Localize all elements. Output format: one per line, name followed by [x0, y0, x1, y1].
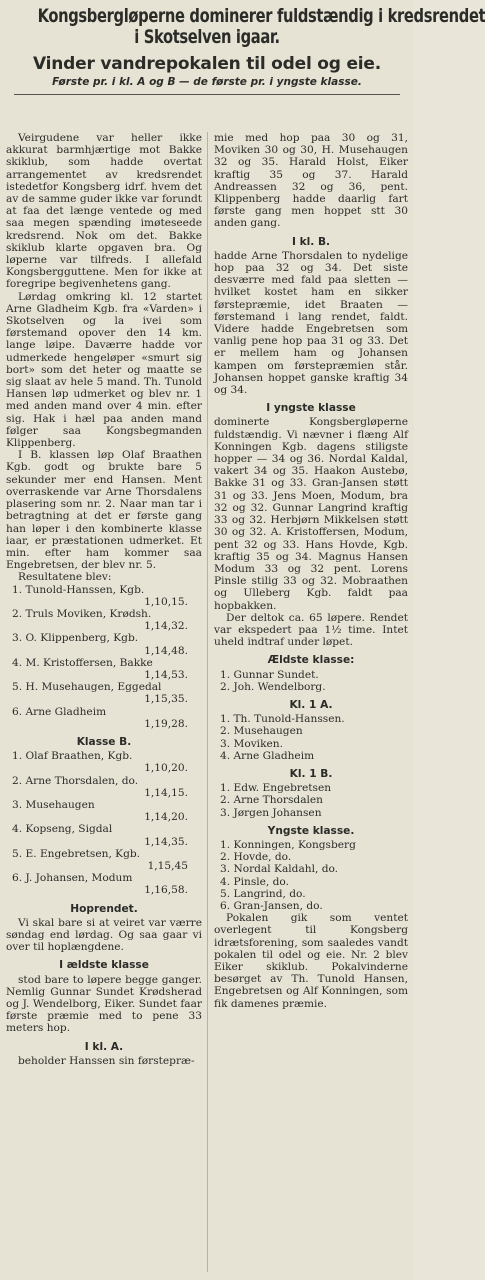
result-row: [12, 681, 202, 705]
section-heading-klasse-b: Klasse B.: [76, 735, 132, 748]
results-list-a: [6, 584, 202, 730]
results-list-b: [6, 750, 202, 896]
result-row: [12, 775, 202, 799]
result-time: 1,14,32.: [144, 620, 188, 633]
header-rule: [14, 94, 400, 95]
paragraph: beholder Hanssen sin førstepræ-: [18, 1054, 195, 1067]
result-time: 1,19,28.: [144, 717, 188, 730]
headline-line-2: i Skotselven igaar.: [134, 26, 280, 48]
result-row: [12, 706, 202, 730]
result-name: 4. M. Kristoffersen, Bakke: [12, 656, 153, 669]
list-item: 5. Langrind, do.: [220, 887, 306, 900]
result-name: 1. Olaf Braathen, Kgb.: [12, 750, 133, 763]
section-heading-yngste: I yngste klasse: [266, 402, 356, 415]
result-time: 1,15,35.: [144, 693, 188, 706]
list-item: 2. Musehaugen: [220, 725, 303, 738]
result-name: 2. Truls Moviken, Krødsh.: [12, 607, 152, 620]
result-time: 1,10,20.: [144, 762, 188, 775]
headline-subtitle: Vinder vandrepokalen til odel og eie.: [32, 54, 382, 74]
paragraph: Der deltok ca. 65 løpere. Rendet var ekspedert paa 1½ time. Intet uheld indtraf under løpet.: [214, 611, 408, 649]
result-row: [12, 750, 202, 774]
result-name: 5. H. Musehaugen, Eggedal: [12, 681, 162, 694]
result-name: 6. J. Johansen, Modum: [12, 872, 133, 885]
paragraph: stod bare to løpere begge ganger. Nemlig Gunnar Sundet Krødsherad og J. Wendelborg, Eiker. Sundet faar første præmie med to pene 33 meters hop.: [6, 973, 202, 1035]
list-heading-kl1a: Kl. 1 A.: [289, 698, 333, 711]
list-item: 3. Moviken.: [220, 737, 283, 750]
list-item: 1. Th. Tunold-Hanssen.: [220, 713, 345, 726]
result-row: [12, 872, 202, 896]
list-item: 6. Gran-Jansen, do.: [220, 899, 323, 912]
list-item: 3. Nordal Kaldahl, do.: [220, 863, 339, 876]
article-body: [0, 132, 414, 1272]
result-time: 1,16,58.: [144, 884, 188, 897]
list-heading-yngste: Yngste klasse.: [267, 824, 355, 837]
result-name: 6. Arne Gladheim: [12, 705, 107, 718]
list-heading-aeldste: Ældste klasse:: [267, 654, 355, 667]
paragraph: Veirgudene var heller ikke akkurat barmhjærtige mot Bakke skiklub, som hadde overtat arrangementet av kredsrendet istedetfor Kongsberg idrf. hvem det av de samme guder ikke var forundt at faa det længe ventede og med saa megen spænding imøteseede kredsrend. Nok om det. Bakke skiklub klarte opgaven bra. Og løperne var tilfreds. I allefald Kongsbergguttene. Men for ikke at foregripe begivenhetens gang.: [6, 132, 202, 291]
paragraph: I B. klassen løp Olaf Braathen Kgb. godt og brukte bare 5 sekunder mer end Hansen. Ment overraskende var Arne Thorsdalens plasering som nr. 2. Naar man tar i betragtning at det er første gang han løper i den kombinerte klasse iaar, er præstationen udmerket. Et min. efter ham kommer saa Engebretsen, der blev nr. 5.: [6, 449, 202, 572]
paragraph: Vi skal bare si at veiret var værre søndag end lørdag. Og saa gaar vi over til hoplængdene.: [6, 916, 202, 954]
list-item: 2. Arne Thorsdalen: [220, 794, 323, 807]
result-row: [12, 848, 202, 872]
list-item: 1. Edw. Engebretsen: [220, 782, 332, 795]
headline-deck: Første pr. i kl. A og B — de første pr. i yngste klasse.: [52, 76, 362, 88]
result-row: [12, 823, 202, 847]
result-row: [12, 632, 202, 656]
result-name: 5. E. Engebretsen, Kgb.: [12, 847, 141, 860]
result-time: 1,14,53.: [144, 668, 188, 681]
result-time: 1,14,48.: [144, 644, 188, 657]
result-time: 1,14,35.: [144, 835, 188, 848]
paragraph: dominerte Kongsbergløperne fuldstændig. Vi nævner i flæng Alf Konningen Kgb. dagens stiligste hopper — 34 og 36. Nordal Kaldal, vakert 34 og 35. Haakon Austebø, Bakke 31 og 33. Gran-Jansen støtt 31 og 33. Jens Moen, Modum, bra 32 og 32. Gunnar Langrind kraftig 33 og 32. Herbjørn Mikkelsen støtt 30 og 32. A. Kristoffersen, Modum, pent 32 og 33. Hans Hovde, Kgb. kraftig 35 og 34. Magnus Hansen Modum 33 og 32 pent. Lorens Pinsle stilig 33 og 32. Mobraathen og Ulleberg Kgb. faldt paa hopbakken.: [214, 416, 408, 612]
section-heading-hoprendet: Hoprendet.: [70, 902, 138, 915]
list-yngste: [214, 839, 408, 912]
result-row: [12, 608, 202, 632]
headline-line-1: Kongsbergløperne dominerer fuldstændig i kredsrendet: [37, 5, 485, 27]
result-row: [12, 657, 202, 681]
list-heading-kl1b: Kl. 1 B.: [289, 767, 333, 780]
right-column: [214, 132, 408, 1272]
list-item: 1. Gunnar Sundet.: [220, 668, 319, 681]
result-name: 4. Kopseng, Sigdal: [12, 823, 113, 836]
list-item: 2. Joh. Wendelborg.: [220, 680, 326, 693]
section-heading-kl-b: I kl. B.: [291, 235, 331, 248]
list-item: 1. Konningen, Kongsberg: [220, 838, 356, 851]
section-heading-kl-a: I kl. A.: [84, 1040, 124, 1053]
paragraph: Lørdag omkring kl. 12 startet Arne Gladheim Kgb. fra «Varden» i Skotselven og la ivei som førstemand opover den 14 km. lange løipe. Daværre hadde vor udmerkede hengeløper «smurt sig bort» som det heter og maatte se sig slaat av hele 5 mand. Th. Tunold Hansen løp udmerket og blev nr. 1 med anden mand over 4 min. efter sig. Hak i hæl paa anden mand følger saa Kongsbegmanden Klippenberg.: [6, 290, 202, 450]
result-name: 3. O. Klippenberg, Kgb.: [12, 632, 139, 645]
results-label: Resultatene blev:: [18, 571, 112, 584]
article-header: [0, 0, 485, 95]
result-time: 1,14,15.: [144, 786, 188, 799]
paragraph: mie med hop paa 30 og 31, Moviken 30 og 30, H. Musehaugen 32 og 35. Harald Holst, Eiker kraftig 35 og 37. Harald Andreassen 32 og 36, pent. Klippenberg hadde daarlig fart første gang men hoppet stt 30 anden gang.: [214, 132, 408, 230]
result-name: 2. Arne Thorsdalen, do.: [12, 774, 139, 787]
list-item: 2. Hovde, do.: [220, 851, 292, 864]
left-column: [6, 132, 202, 1272]
paragraph: Pokalen gik som ventet overlegent til Kongsberg idrætsforening, som saaledes vandt pokalen til odel og eie. Nr. 2 blev Eiker skiklub. Pokalvinderne besørget av Th. Tunold Hansen, Engebretsen og Alf Konningen, som fik damenes præmie.: [214, 912, 408, 1010]
result-row: [12, 799, 202, 823]
result-time: 1,10,15.: [144, 595, 188, 608]
result-time: 1,14,20.: [144, 811, 188, 824]
section-heading-aeldste: I ældste klasse: [59, 959, 149, 972]
list-kl1b: [214, 782, 408, 819]
list-aeldste: [214, 669, 408, 693]
result-name: 1. Tunold-Hanssen, Kgb.: [12, 583, 145, 596]
result-time: 1,15,45: [147, 859, 188, 872]
list-kl1a: [214, 713, 408, 762]
result-row: [12, 584, 202, 608]
paragraph: hadde Arne Thorsdalen to nydelige hop paa 32 og 34. Det siste desværre med fald paa sletten — hvilket kostet ham en sikker førstepræmie, idet Braaten — førstemand i lang rendet, faldt. Videre hadde Engebretsen som vanlig pene hop paa 31 og 33. Det er mellem ham og Johansen kampen om førstepræmien står. Johansen hoppet ganske kraftig 34 og 34.: [214, 249, 408, 397]
list-item: 4. Pinsle, do.: [220, 875, 289, 888]
list-item: 4. Arne Gladheim: [220, 749, 315, 762]
result-name: 3. Musehaugen: [12, 798, 95, 811]
list-item: 3. Jørgen Johansen: [220, 806, 322, 819]
